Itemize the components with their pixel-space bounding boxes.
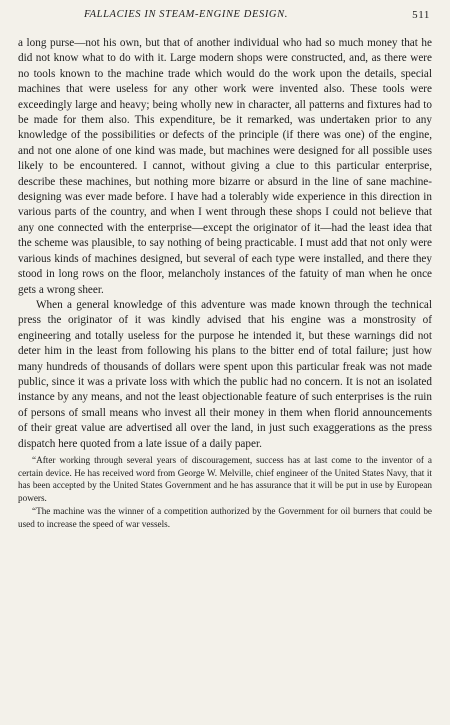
page-number: 511: [412, 9, 430, 21]
running-head: [18, 0, 432, 36]
quote-paragraph: “After working through several years of discouragement, success has at last come to the inventor of a certain device. He has received word from George W. Melville, chief engineer of the United States Navy, that it has been accepted by the United States Government and he has assurance that it will be put in use by European powers.: [18, 454, 432, 503]
body-text: [18, 36, 432, 452]
running-head-title: FALLACIES IN STEAM-ENGINE DESIGN.: [84, 9, 288, 20]
paragraph-continued: a long purse—not his own, but that of another individual who had so much money that he did not know what to do with it. Large modern shops were constructed, and, as there were no tools known to the machine trade which would do the work upon the details, special machines that were useless for any other work were invented also. These tools were exceedingly large and heavy; being wholly new in character, all patterns and fixtures had to be made for them also. This expenditure, be it remarked, was undertaken prior to any knowledge of the possibilities or defects of the principle (if there was one) of the engine, and not one alone of one kind was made, but machines were designed for all possible uses likely to be encountered. I cannot, without giving a clue to this particular enterprise, describe these machines, but nothing more bizarre or absurd in the line of sane machine-designing was ever made before. I have had a tolerably wide experience in this direction in various parts of the country, and when I went through these shops I could not believe that any one connected with the enterprise—except the originator of it—had the least idea that the scheme was plausible, to say nothing of being practicable. I must add that not only were various kinds of machines designed, but several of each type were installed, and there they stood in long rows on the floor, melancholy instances of the fatuity of man when he once gets a wrong sheer.: [18, 37, 432, 296]
quoted-press-dispatch: [18, 454, 432, 531]
paragraph: When a general knowledge of this adventure was made known through the technical press the originator of it was kindly advised that his engine was a monstrosity of engineering and totally useless for the purpose he intended it, but these warnings did not deter him in the least from following his plans to the bitter end of total failure; just how many hundreds of thousands of dollars were spent upon this particular freak was not made public, since it was a private loss with which the public had no concern. It is not an isolated instance by any means, and not the least objectionable feature of such enterprises is the ruin of persons of small means who invest all their money in them when florid announcements of their great value are advertised all over the land, in just such exaggerations as the press dispatch here quoted from a late issue of a daily paper.: [18, 298, 432, 450]
quote-paragraph: “The machine was the winner of a competition authorized by the Government for oil burners that could be used to increase the speed of war vessels.: [18, 506, 432, 529]
